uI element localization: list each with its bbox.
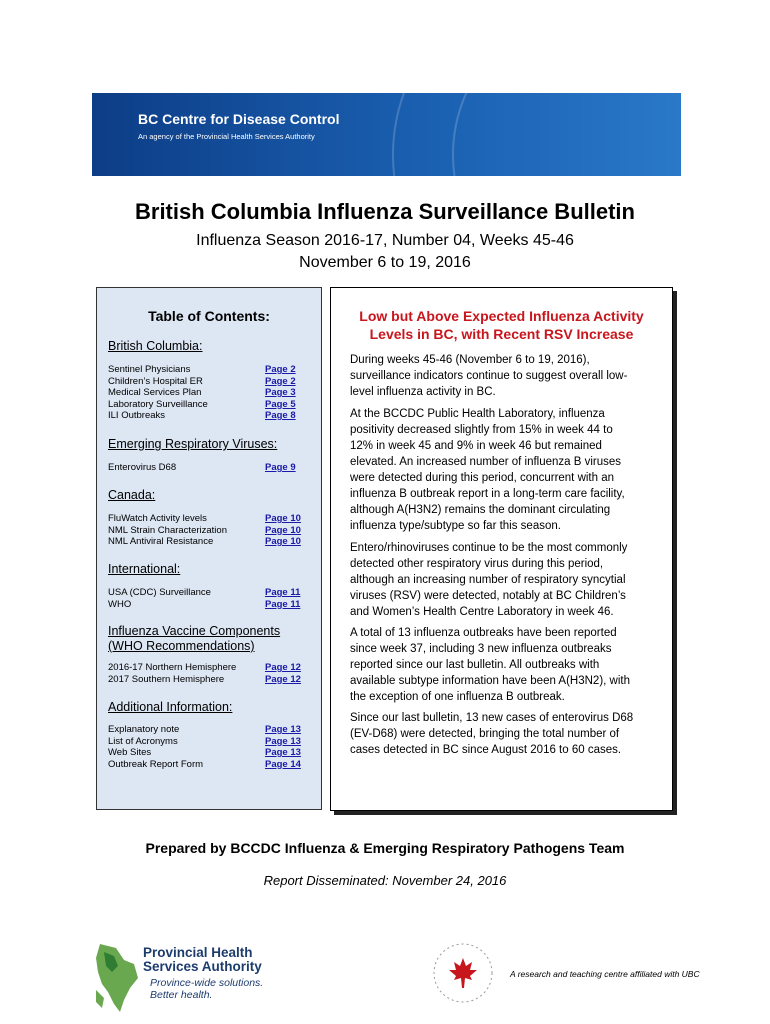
dissemination-date: Report Disseminated: November 24, 2016 — [263, 873, 507, 888]
toc-entry-label: ILI Outbreaks — [108, 410, 166, 421]
toc-entry-label: Web Sites — [108, 747, 152, 758]
toc-page-link[interactable]: Page 2 — [265, 364, 296, 375]
phsa-tagline-line: Better health. — [150, 989, 213, 1001]
toc-entry-label: Laboratory Surveillance — [108, 398, 208, 410]
org-name: BC Centre for Disease Control — [138, 111, 340, 127]
phsa-tagline-line: Province-wide solutions. — [150, 977, 264, 989]
collaborating-centre-seal-icon — [432, 942, 494, 1004]
banner-decoration — [452, 93, 681, 176]
toc-entry-label: Explanatory note — [108, 724, 180, 735]
paragraph-line: elevated. An increased number of influenza B viruses — [350, 456, 622, 468]
toc-page-link[interactable]: Page 9 — [265, 462, 296, 473]
summary-headline-line: Levels in BC, with Recent RSV Increase — [369, 326, 634, 342]
toc-page-link[interactable]: Page 10 — [265, 513, 301, 524]
phsa-name-line: Provincial Health — [143, 945, 253, 960]
paragraph-line: During weeks 45-46 (November 6 to 19, 2016), — [350, 354, 590, 366]
paragraph-line: 12% in week 45 and 9% in week 46 but remained — [350, 440, 602, 452]
summary-headline — [331, 307, 672, 343]
paragraph-line: At the BCCDC Public Health Laboratory, influenza — [350, 408, 605, 420]
toc-entry-label: USA (CDC) Surveillance — [108, 587, 211, 598]
paragraph-line: since week 37, including 3 new influenza outbreaks — [350, 643, 612, 655]
toc-page-link[interactable]: Page 13 — [265, 724, 301, 735]
toc-entry-label: 2017 Southern Hemisphere — [108, 673, 225, 685]
paragraph-line: A total of 13 influenza outbreaks have been reported — [350, 627, 617, 639]
paragraph-line: influenza B outbreak report in a long-term care facility, — [350, 488, 625, 500]
toc-page-link[interactable]: Page 3 — [265, 387, 296, 398]
toc-entry-label: List of Acronyms — [108, 735, 178, 747]
toc-entry-label: Sentinel Physicians — [108, 364, 191, 375]
toc-page-link[interactable]: Page 12 — [265, 673, 301, 685]
paragraph-line: level influenza activity in BC. — [350, 386, 496, 398]
toc-page-link[interactable]: Page 2 — [265, 375, 296, 387]
paragraph-line: influenza type/subtype so far this season. — [350, 520, 561, 532]
toc-page-link[interactable]: Page 13 — [265, 735, 301, 747]
paragraph-line: (EV-D68) were detected, bringing the total number of — [350, 728, 620, 740]
toc-section-heading: Emerging Respiratory Viruses: — [108, 437, 278, 451]
bc-map-icon — [94, 942, 144, 1016]
summary-headline-line: Low but Above Expected Influenza Activity — [359, 308, 644, 324]
toc-page-link[interactable]: Page 11 — [265, 598, 301, 610]
paragraph-line: Entero/rhinoviruses continue to be the most commonly — [350, 542, 628, 554]
summary-paragraph — [350, 406, 665, 534]
paragraph-line: surveillance indicators continue to suggest overall low- — [350, 370, 628, 382]
toc-section-heading: Additional Information: — [108, 700, 233, 714]
ubc-affiliation: A research and teaching centre affiliated with UBC — [510, 969, 700, 979]
toc-page-link[interactable]: Page 10 — [265, 536, 301, 547]
document-title: British Columbia Influenza Surveillance Bulletin — [135, 199, 635, 224]
toc-page-link[interactable]: Page 10 — [265, 524, 301, 536]
summary-paragraph — [350, 625, 665, 705]
toc-entry-label: 2016-17 Northern Hemisphere — [108, 662, 237, 673]
toc-page-link[interactable]: Page 13 — [265, 747, 301, 758]
toc-entry-label: FluWatch Activity levels — [108, 513, 207, 524]
paragraph-line: although A(H3N2) remains the dominant circulating — [350, 504, 611, 516]
toc-entry-label: Children’s Hospital ER — [108, 375, 203, 387]
summary-paragraph — [350, 352, 665, 400]
org-tagline: An agency of the Provincial Health Services Authority — [138, 132, 315, 141]
summary-box — [330, 287, 673, 811]
paragraph-line: and Women’s Health Centre Laboratory in week 46. — [350, 606, 614, 618]
toc-section-heading: (WHO Recommendations) — [108, 639, 255, 653]
paragraph-line: although an increasing number of respiratory syncytial — [350, 574, 626, 586]
toc-page-link[interactable]: Page 11 — [265, 587, 301, 598]
paragraph-line: Since our last bulletin, 13 new cases of enterovirus D68 — [350, 712, 634, 724]
toc-entry-label: Medical Services Plan — [108, 387, 202, 398]
toc-entry-label: WHO — [108, 598, 132, 610]
document-date-range: November 6 to 19, 2016 — [299, 254, 471, 271]
toc-entry-label: NML Strain Characterization — [108, 524, 227, 536]
paragraph-line: available subtype information have been A(H3N2), with — [350, 675, 630, 687]
summary-paragraph — [350, 540, 665, 620]
paragraph-line: detected other respiratory virus during this period, — [350, 558, 604, 570]
document-subtitle: Influenza Season 2016-17, Number 04, Weeks 45-46 — [196, 232, 574, 249]
toc-page-link[interactable]: Page 14 — [265, 758, 301, 770]
paragraph-line: positivity decreased slightly from 15% in week 44 to — [350, 424, 613, 436]
toc-entry-label: Enterovirus D68 — [108, 462, 177, 473]
bccdc-banner — [92, 93, 681, 176]
phsa-name-line: Services Authority — [143, 959, 262, 974]
toc-entry-label: NML Antiviral Resistance — [108, 536, 214, 547]
toc-section-heading: Influenza Vaccine Components — [108, 624, 281, 638]
toc-section-heading: International: — [108, 562, 181, 576]
toc-entry-label: Outbreak Report Form — [108, 758, 204, 770]
paragraph-line: were detected during this period, concurrent with an — [350, 472, 615, 484]
summary-paragraph — [350, 710, 665, 758]
prepared-by: Prepared by BCCDC Influenza & Emerging Respiratory Pathogens Team — [145, 840, 625, 856]
toc-section-heading: British Columbia: — [108, 339, 203, 353]
paragraph-line: reported since our last bulletin. All outbreaks with — [350, 659, 600, 671]
phsa-name — [143, 946, 262, 974]
toc-page-link[interactable]: Page 12 — [265, 662, 301, 673]
toc-section-heading: Canada: — [108, 488, 156, 502]
paragraph-line: cases detected in BC since August 2016 to 60 cases. — [350, 744, 622, 756]
toc-page-link[interactable]: Page 8 — [265, 410, 296, 421]
table-of-contents — [96, 287, 322, 810]
paragraph-line: viruses (RSV) were detected, notably at BC Children’s — [350, 590, 626, 602]
phsa-tagline — [150, 977, 263, 1001]
phsa-logo — [94, 942, 274, 1016]
paragraph-line: the exception of one influenza B outbreak. — [350, 691, 565, 703]
toc-title: Table of Contents: — [148, 308, 270, 324]
toc-page-link[interactable]: Page 5 — [265, 398, 296, 410]
